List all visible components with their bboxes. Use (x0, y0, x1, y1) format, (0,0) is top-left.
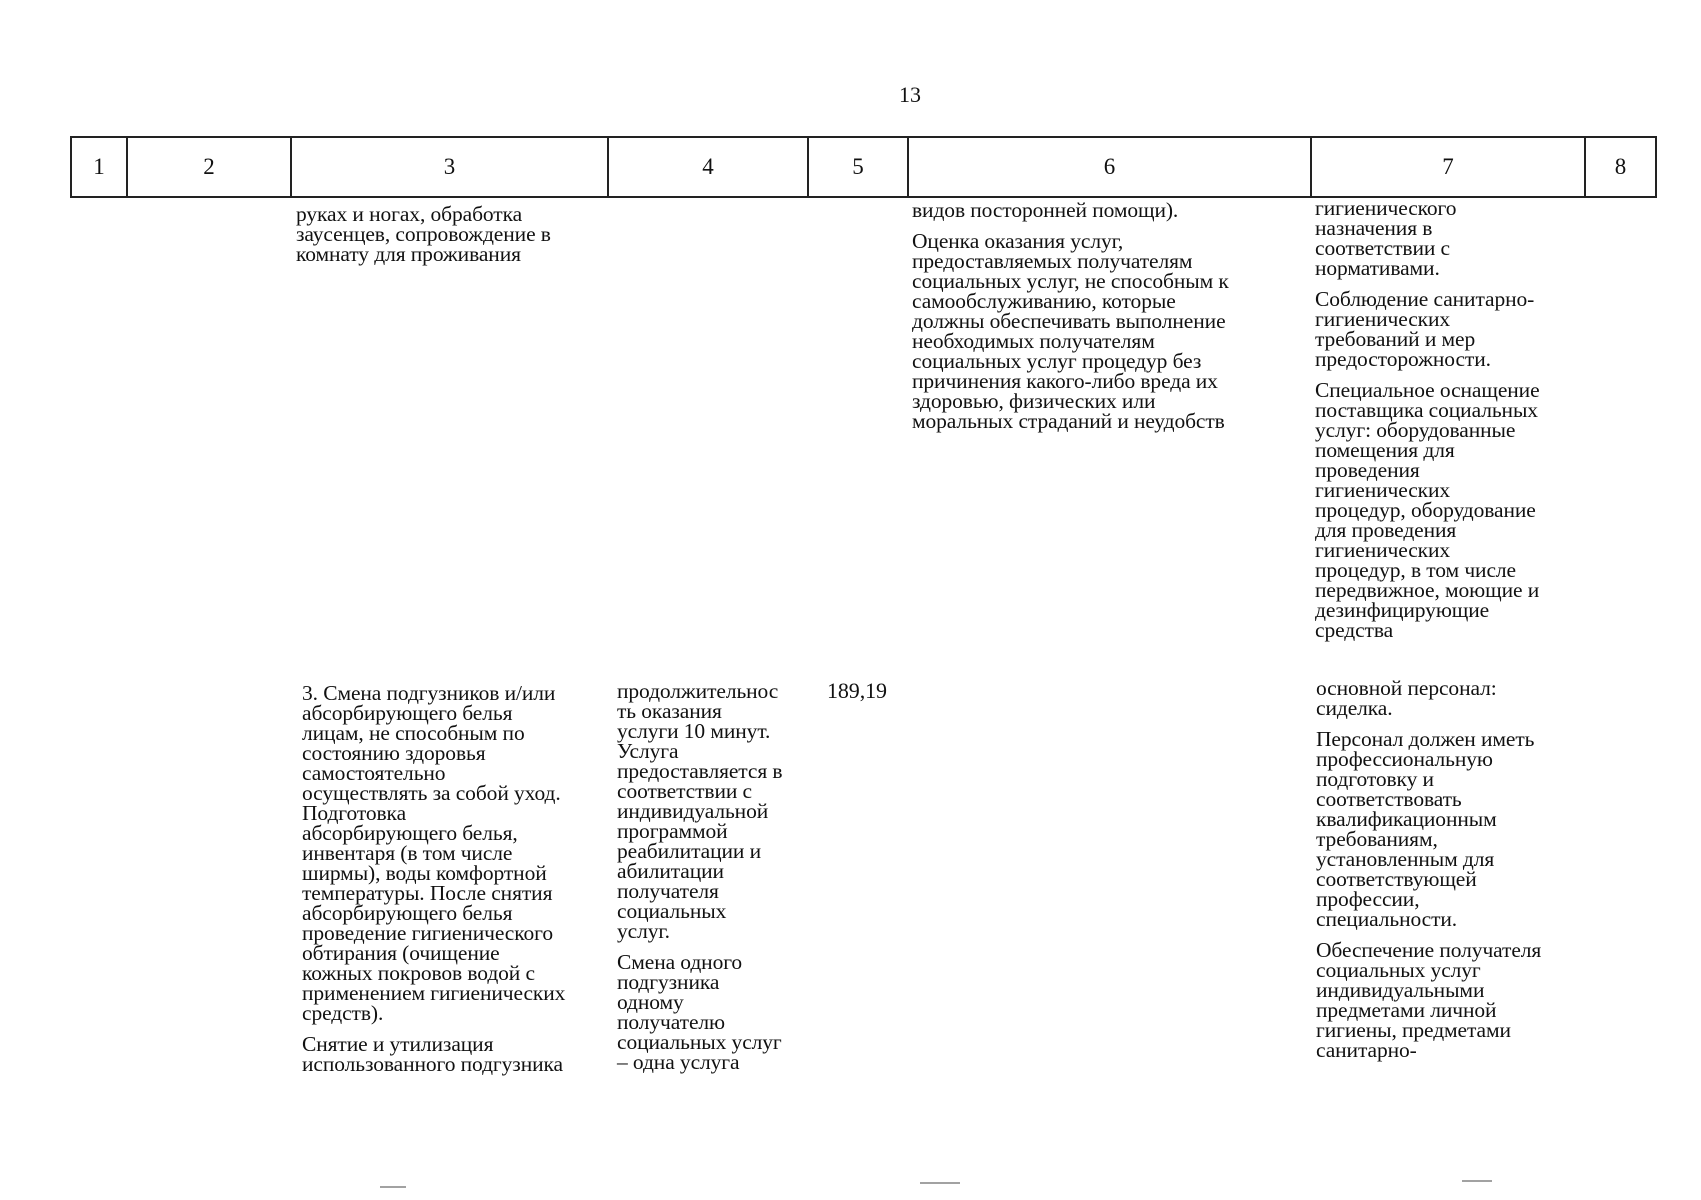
service3-staff: основной персонал: сиделка. (1316, 676, 1497, 720)
service3-unit: Смена одного подгузника одному получателю социальных услуг – одна услуга (617, 950, 782, 1074)
header-col-6: 6 (909, 138, 1312, 196)
scan-artifact (1462, 1180, 1492, 1182)
service3-duration: продолжительнос ть оказания услуги 10 минут. Услуга предоставляется в соответствии с индивидуальной программой реабилитации и абилитации получателя социальных услуг. (617, 679, 783, 943)
service3-staff-requirements: Персонал должен иметь профессиональную подготовку и соответствовать квалификационным требованиям, установленным для соответствующей профессии, специальности. (1316, 727, 1535, 931)
continued-col7-paragraph-2: Соблюдение санитарно- гигиенических требований и мер предосторожности. (1315, 287, 1535, 371)
header-col-8: 8 (1614, 154, 1627, 179)
continued-col3-paragraph: руках и ногах, обработка заусенцев, сопровождение в комнату для проживания (296, 202, 551, 266)
service3-disposal-note: Снятие и утилизация использованного подгузника (302, 1032, 563, 1076)
continued-col6-paragraph-1: видов посторонней помощи). (912, 198, 1179, 222)
continued-col6-text (912, 200, 1312, 442)
header-col-7: 7 (1312, 138, 1586, 196)
service3-col4-text (617, 681, 817, 1083)
continued-col3-text (296, 204, 596, 275)
service3-price: 189,19 (827, 678, 887, 703)
service3-col3-text (302, 683, 612, 1085)
continued-col7-text (1315, 198, 1587, 651)
header-col-2: 2 (128, 138, 292, 196)
continued-col7-paragraph-1: гигиенического назначения в соответствии с нормативами. (1315, 196, 1457, 280)
scan-artifact (380, 1186, 406, 1188)
page-number: 13 (899, 82, 921, 107)
continued-col7-paragraph-3: Специальное оснащение поставщика социальных услуг: оборудованные помещения для проведения гигиенических процедур, оборудование для проведения гигиенических процедур, в том числе передвижное, моющие и дезинфицирующие средства (1315, 378, 1540, 642)
header-col-4: 4 (609, 138, 809, 196)
continued-col6-paragraph-2: Оценка оказания услуг, предоставляемых получателям социальных услуг, не способным к самообслуживанию, которые должны обеспечивать выполнение необходимых получателям социальных услуг процедур без причинения какого-либо вреда их здоровью, физических или моральных страданий и неудобств (912, 229, 1229, 433)
service3-col7-text (1316, 678, 1588, 1071)
column-number-header (70, 136, 1657, 198)
header-col-1: 1 (72, 138, 128, 196)
header-col-3: 3 (292, 138, 609, 196)
service3-supplies: Обеспечение получателя социальных услуг индивидуальными предметами личной гигиены, предметами санитарно- (1316, 938, 1542, 1062)
service3-description: 3. Смена подгузников и/или абсорбирующего белья лицам, не способным по состоянию здоровья самостоятельно осуществлять за собой уход. Подготовка абсорбирующего белья, инвентаря (в том числе ширмы), воды комфортной температуры. После снятия абсорбирующего белья проведение гигиенического обтирания (очищение кожных покровов водой с применением гигиенических средств). (302, 681, 566, 1025)
scan-artifact (920, 1182, 960, 1184)
header-col-5: 5 (809, 138, 909, 196)
